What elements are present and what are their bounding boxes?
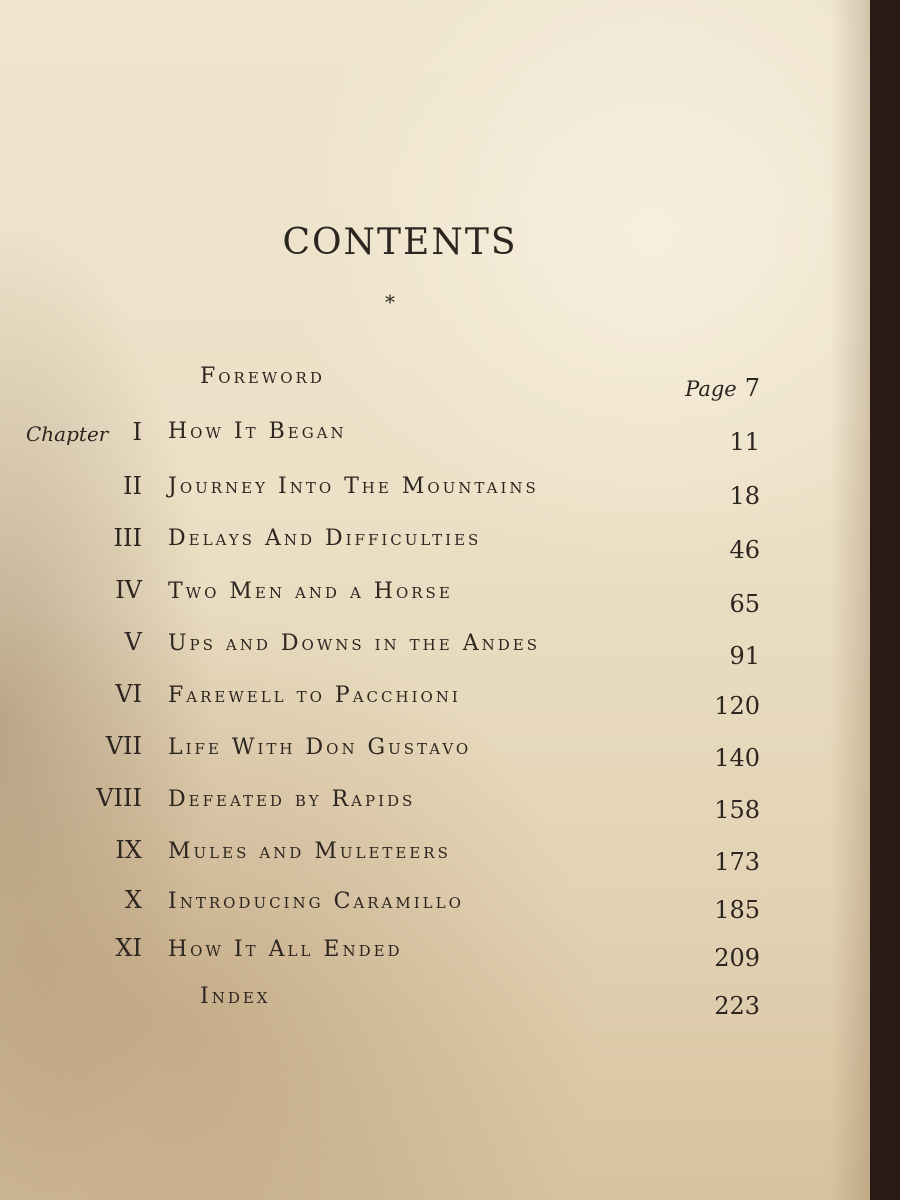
chapter-row — [0, 524, 860, 574]
chapter-page: 140 — [714, 744, 760, 772]
chapter-title: Defeated by Rapids — [168, 787, 416, 812]
chapter-row — [0, 472, 860, 522]
chapter-title: Ups and Downs in the Andes — [168, 631, 540, 656]
chapter-row — [0, 934, 860, 984]
chapter-row — [0, 732, 860, 782]
foreword-row — [0, 364, 860, 414]
chapter-row — [0, 886, 860, 936]
chapter-title: Mules and Muleteers — [168, 839, 451, 864]
chapter-numeral: IX — [115, 836, 142, 864]
chapter-row — [0, 836, 860, 886]
chapter-page: 65 — [729, 590, 760, 618]
chapter-row — [0, 628, 860, 678]
foreword-page-number: 7 — [744, 374, 760, 402]
chapter-page: 173 — [714, 848, 760, 876]
foreword-title: Foreword — [200, 364, 325, 389]
chapter-numeral: X — [124, 886, 142, 914]
chapter-row — [0, 784, 860, 834]
chapter-page: 209 — [714, 944, 760, 972]
chapter-page: 158 — [714, 796, 760, 824]
page-label: Page — [685, 377, 737, 401]
chapter-numeral: III — [113, 524, 142, 552]
star-ornament: * — [385, 290, 395, 314]
chapter-page: 18 — [729, 482, 760, 510]
chapter-title: Two Men and a Horse — [168, 579, 453, 604]
index-title: Index — [200, 984, 271, 1009]
chapter-title: Journey Into The Mountains — [168, 474, 539, 499]
chapter-numeral: VIII — [96, 784, 142, 812]
index-page: 223 — [714, 992, 760, 1020]
foreword-page — [685, 374, 760, 402]
chapter-numeral: II — [123, 472, 142, 500]
chapter-title: Life With Don Gustavo — [168, 735, 472, 760]
chapter-title: Farewell to Pacchioni — [168, 683, 461, 708]
chapter-page: 11 — [729, 428, 760, 456]
chapter-title: How It Began — [168, 419, 347, 444]
chapter-page: 46 — [729, 536, 760, 564]
chapter-numeral: XI — [115, 934, 142, 962]
chapter-row — [0, 680, 860, 730]
chapter-page: 91 — [729, 642, 760, 670]
chapter-numeral: VII — [105, 732, 142, 760]
chapter-page: 120 — [714, 692, 760, 720]
chapter-title: Delays And Difficulties — [168, 526, 482, 551]
chapter-row — [0, 576, 860, 626]
chapter-title: How It All Ended — [168, 937, 403, 962]
chapter-label: Chapter — [26, 422, 109, 446]
chapter-row — [0, 418, 860, 468]
chapter-page: 185 — [714, 896, 760, 924]
chapter-numeral: IV — [115, 576, 142, 604]
chapter-numeral: VI — [115, 680, 142, 708]
chapter-numeral: V — [124, 628, 142, 656]
index-row — [0, 984, 860, 1034]
chapter-numeral: I — [132, 418, 142, 446]
contents-heading: CONTENTS — [282, 222, 518, 263]
chapter-title: Introducing Caramillo — [168, 889, 464, 914]
